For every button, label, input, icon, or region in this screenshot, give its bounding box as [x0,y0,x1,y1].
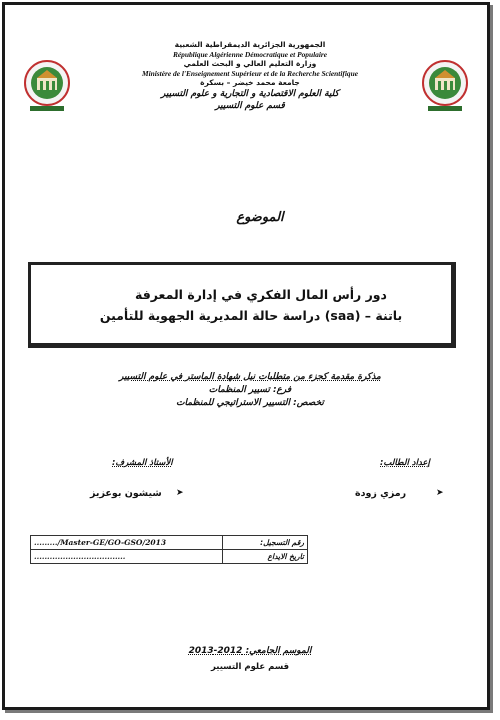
memo-specialty: تخصص: التسيير الاستراتيجي للمنظمات [176,398,324,408]
deposit-date-value: ................................... [31,550,223,564]
registration-table [30,535,308,564]
bullet-arrow-icon: ➤ [436,488,444,498]
subject-label: الموضوع [236,210,284,225]
thesis-title: دور رأس المال الفكري في إدارة المعرفة [135,287,387,302]
student-label: إعداد الطالب: [380,458,430,468]
bullet-arrow-icon: ➤ [176,488,184,498]
student-name: رمزي زودة [355,488,407,499]
registration-number-value: ........./Master-GE/GO-GSO/2013 [31,536,223,550]
footer-department: قسم علوم التسيير [210,662,290,672]
faculty-name: كلية العلوم الاقتصادية و التجارية و علوم التسيير [161,88,339,99]
table-row [31,550,308,564]
registration-number-label: رقم التسجيل: [223,536,308,550]
supervisor-name: شيشون بوعزيز [90,488,162,499]
ministry-name-fr: Ministère de l'Enseignement Supérieur et de la Recherche Scientifique [142,68,358,78]
academic-year: الموسم الجامعي: 2012-2013 [188,646,312,656]
institution-header [0,40,500,112]
ministry-name-ar: وزارة التعليم العالي و البحث العلمي [183,59,317,69]
memo-description [0,371,500,410]
supervisor-label: الأستاذ المشرف: [112,458,173,468]
thesis-subtitle: دراسة حالة المديرية الجهوية للتأمين (saa) – باتنة [99,308,403,323]
deposit-date-label: تاريخ الايداع [223,550,308,564]
footer [0,646,500,672]
department-name: قسم علوم التسيير [215,100,285,111]
republic-name-fr: République Algérienne Démocratique et Populaire [172,49,328,59]
table-row [31,536,308,550]
thesis-title-box [28,262,456,348]
memo-purpose: مذكرة مقدمة كجزء من متطلبات نيل شهادة الماستر في علوم التسيير [119,372,381,382]
memo-branch: فرع: تسيير المنظمات [208,385,292,395]
republic-name-ar: الجمهورية الجزائرية الديمقراطية الشعبية [174,40,326,49]
university-name: جامعة محمد خيضر – بسكرة [200,78,300,88]
